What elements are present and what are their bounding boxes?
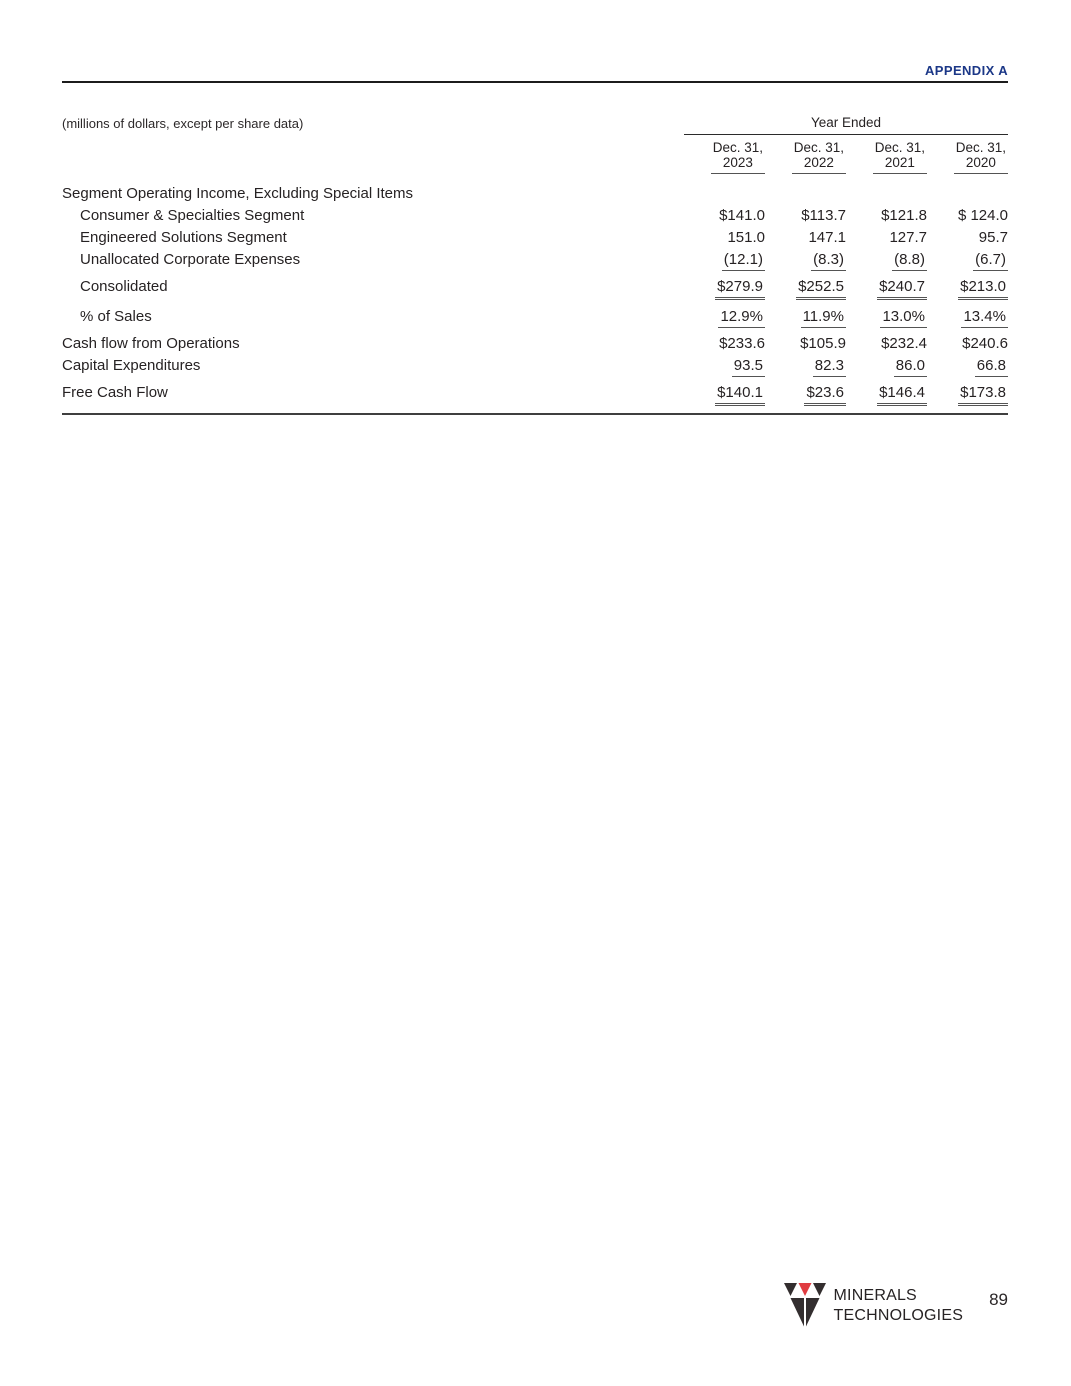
table-row [62, 377, 1008, 404]
minerals-technologies-logo-icon [783, 1282, 827, 1329]
row-label: % of Sales [80, 308, 152, 325]
row-label: Free Cash Flow [62, 384, 168, 401]
column-year-label: 2022 [803, 155, 834, 170]
row-label: Unallocated Corporate Expenses [80, 251, 301, 268]
table-row [62, 355, 1008, 377]
cell-value: $140.1 [715, 384, 765, 404]
cell-value: 127.7 [889, 229, 927, 246]
row-label: Cash flow from Operations [62, 335, 240, 352]
column-year-label: 2021 [884, 155, 915, 170]
cell-value: 93.5 [732, 357, 765, 377]
table-row [62, 227, 1008, 249]
empty-header-cell [62, 135, 684, 175]
column-header-2021 [846, 135, 927, 175]
column-date-label: Dec. 31, [874, 140, 925, 155]
cell-value: (8.8) [892, 251, 927, 271]
cell-value: 66.8 [975, 357, 1008, 377]
column-year-label: 2023 [722, 155, 753, 170]
cell-value: $233.6 [719, 335, 765, 352]
financial-table [62, 115, 1008, 404]
appendix-label: APPENDIX A [925, 63, 1008, 78]
row-label: Consolidated [80, 278, 168, 295]
column-header-row [62, 135, 1008, 175]
page-number: 89 [989, 1289, 1008, 1309]
cell-value: $232.4 [881, 335, 927, 352]
column-date-label: Dec. 31, [712, 140, 763, 155]
cell-value: 151.0 [727, 229, 765, 246]
cell-value: $173.8 [958, 384, 1008, 404]
cell-value: $113.7 [801, 207, 846, 224]
column-header-2023 [684, 135, 765, 175]
column-date-label: Dec. 31, [955, 140, 1006, 155]
cell-value: $279.9 [715, 278, 765, 298]
cell-value: 13.4% [961, 308, 1008, 328]
cell-value: 11.9% [801, 308, 846, 328]
cell-value: (12.1) [722, 251, 765, 271]
row-label: Consumer & Specialties Segment [80, 207, 305, 224]
table-bottom-rule [62, 413, 1008, 415]
table-row [62, 205, 1008, 227]
logo-wordmark [834, 1286, 964, 1325]
cell-value: $141.0 [719, 207, 765, 224]
row-label: Engineered Solutions Segment [80, 229, 287, 246]
cell-value: 12.9% [718, 308, 765, 328]
cell-value: $121.8 [881, 207, 927, 224]
column-year-label: 2020 [965, 155, 996, 170]
table-row [62, 174, 1008, 205]
cell-value: $240.6 [962, 335, 1008, 352]
cell-value: $240.7 [877, 278, 927, 298]
column-header-2022 [765, 135, 846, 175]
cell-value: $252.5 [796, 278, 846, 298]
table-row [62, 249, 1008, 271]
page-footer [783, 1282, 1008, 1329]
document-page [62, 0, 1008, 415]
table-row [62, 271, 1008, 298]
cell-value: $ 124.0 [957, 207, 1008, 224]
year-ended-header: Year Ended [684, 115, 1008, 135]
cell-value: $23.6 [804, 384, 846, 404]
cell-value: 147.1 [808, 229, 846, 246]
column-date-label: Dec. 31, [793, 140, 844, 155]
table-row [62, 298, 1008, 328]
cell-value: (8.3) [811, 251, 846, 271]
cell-value: 13.0% [880, 308, 927, 328]
table-caption-row [62, 115, 1008, 135]
cell-value: 86.0 [894, 357, 927, 377]
cell-value: $146.4 [877, 384, 927, 404]
table-row [62, 328, 1008, 355]
cell-value: $105.9 [800, 335, 846, 352]
header-rule [62, 81, 1008, 83]
row-label: Segment Operating Income, Excluding Special Items [62, 185, 414, 202]
cell-value: $213.0 [958, 278, 1008, 298]
logo-line-1: MINERALS [833, 1287, 917, 1304]
column-header-2020 [927, 135, 1008, 175]
logo-line-2: TECHNOLOGIES [833, 1306, 964, 1324]
row-label: Capital Expenditures [62, 357, 201, 374]
cell-value: (6.7) [973, 251, 1008, 271]
cell-value: 95.7 [978, 229, 1008, 246]
cell-value: 82.3 [813, 357, 846, 377]
table-caption: (millions of dollars, except per share data) [62, 115, 304, 131]
